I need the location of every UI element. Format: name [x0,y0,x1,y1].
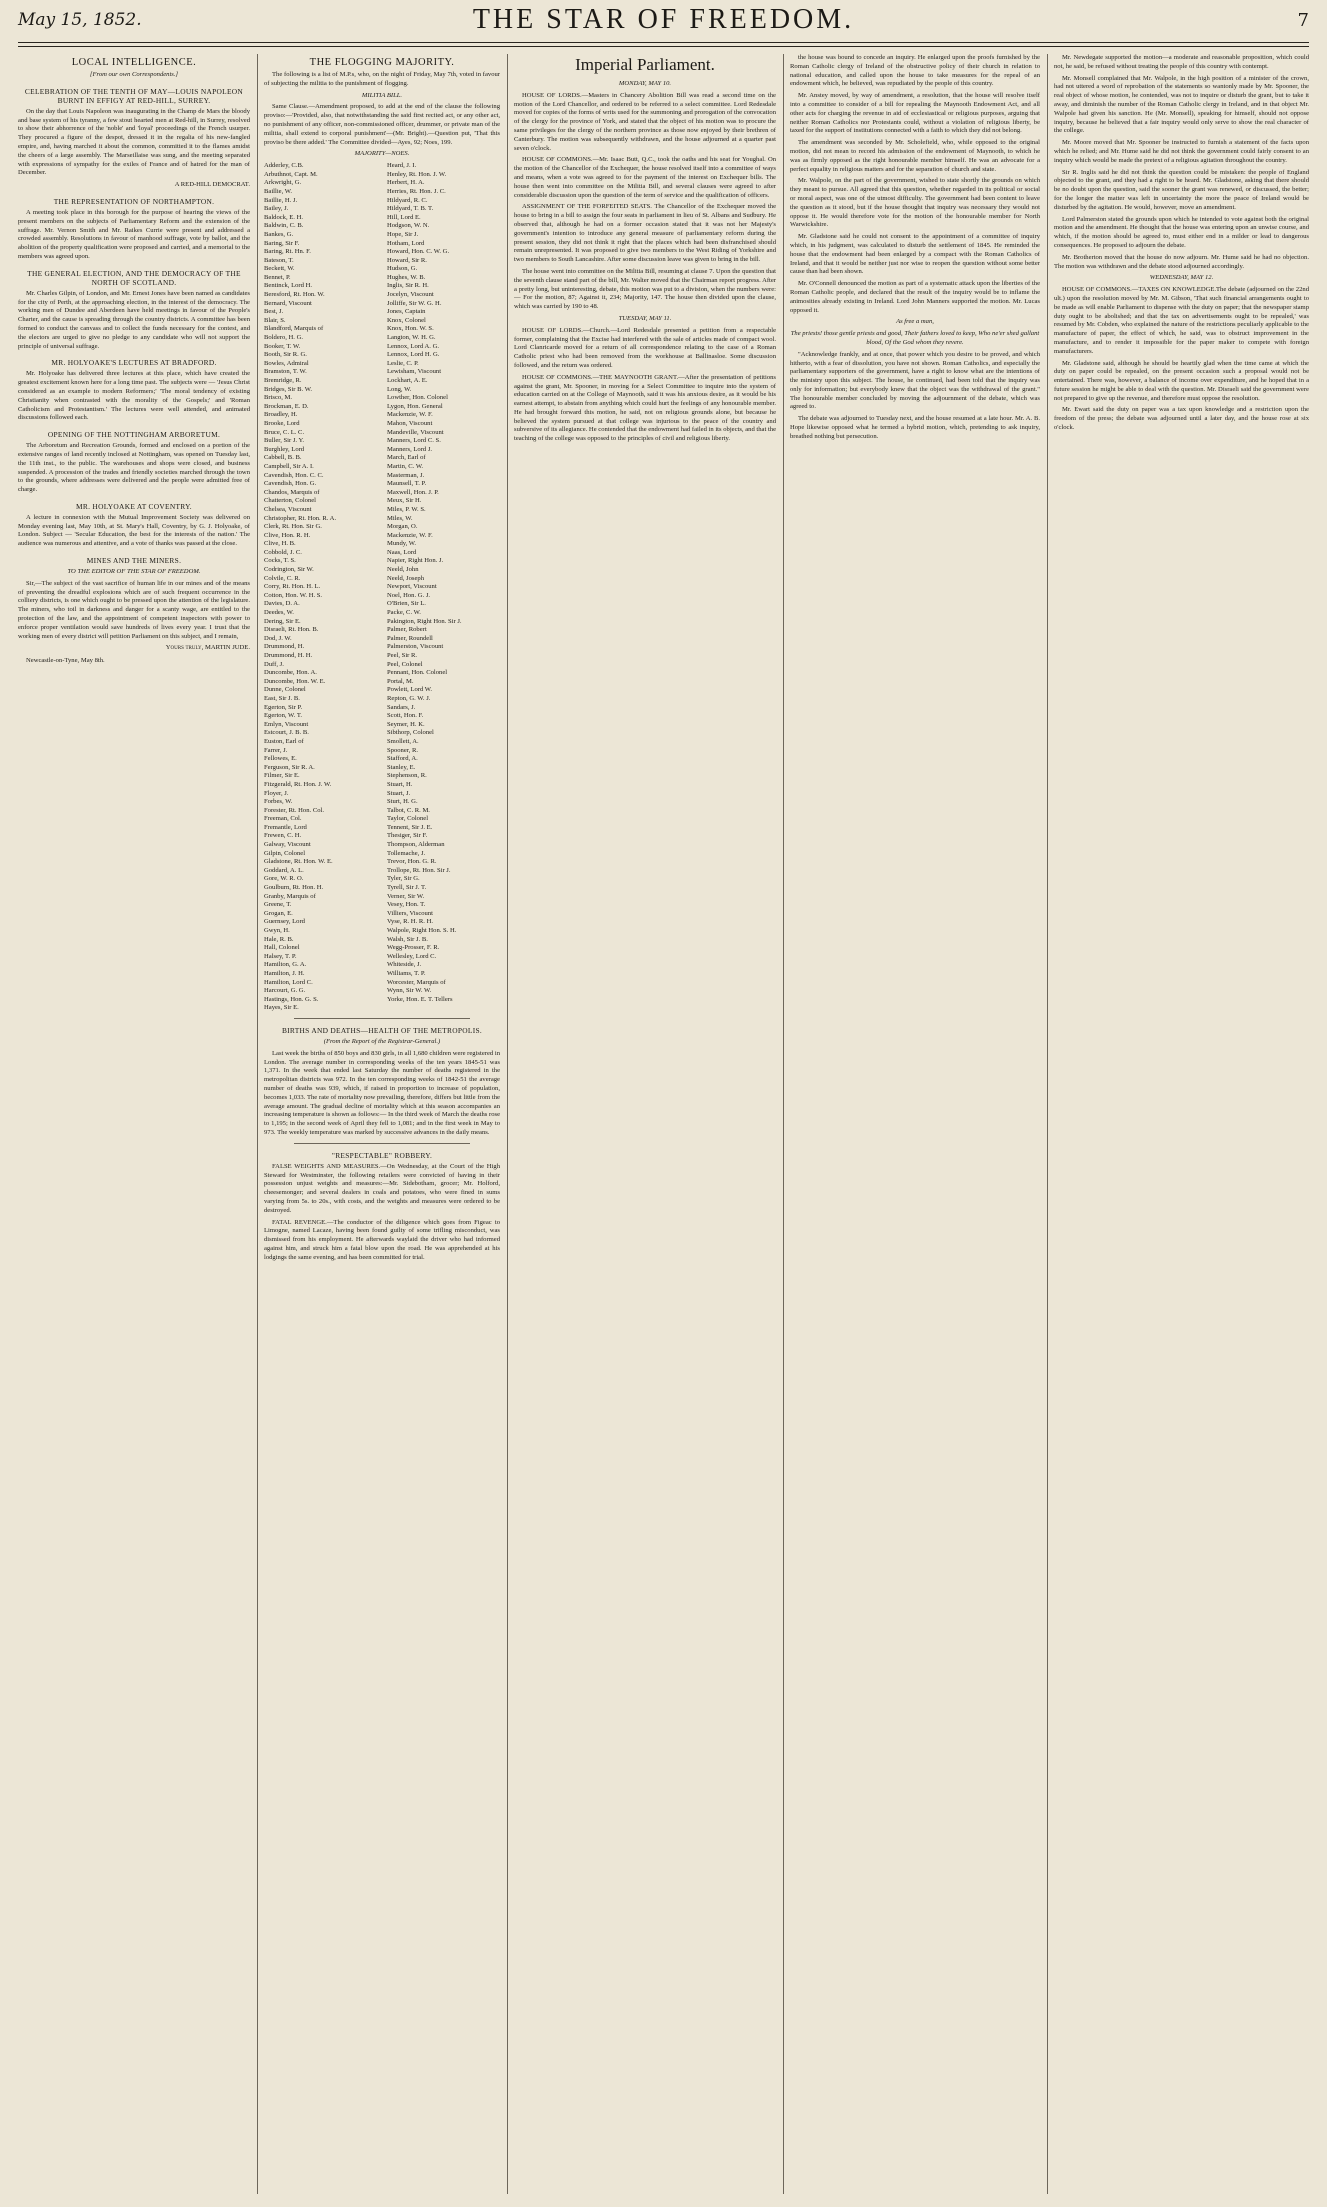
member-name: Broadley, H. [264,411,298,419]
member-name: Wynn, Sir W. W. [387,987,432,995]
member-name: Chelsea, Viscount [264,505,312,513]
member-name: Campbell, Sir A. I. [264,462,314,470]
member-name: March, Earl of [387,454,426,462]
member-name: Brockman, E. D. [264,402,309,410]
article-body: FALSE WEIGHTS AND MEASURES.—On Wednesday, at the Court of the High Steward for Westminster, the following retailers were convicted of having in their possession unjust weights and measures:—Mr. Sidebotham, grocer; Mr. Holford, cheesemonger; and several dealers in coals and potatoes, who were fined in sums varying from 5s. to 20s., with costs, and the weights and measures were ordered to be destroyed. [264,1162,500,1214]
member-name: Cotton, Hon. W. H. S. [264,591,323,599]
member-name: Newport, Viscount [387,583,437,591]
member-name: Lennox, Lord A. G. [387,342,440,350]
member-name: Hamilton, Lord C. [264,978,313,986]
member-name: Miles, P. W. S. [387,505,426,513]
member-name: Halsey, T. P. [264,952,297,960]
member-name: Frewen, C. H. [264,832,302,840]
letter-address: TO THE EDITOR OF THE STAR OF FREEDOM. [67,568,201,576]
article-title: MR. HOLYOAKE AT COVENTRY. [76,501,192,511]
member-name: Mundy, W. [387,540,417,548]
member-name: Sandars, J. [387,703,416,711]
member-name: Lewisham, Viscount [387,368,442,376]
member-name: Farrer, J. [264,746,288,754]
house-text: The debate (adjourned on the 22nd ult.) upon the resolution moved by Mr. M. Gibson, 'That such financial arrangements ought to be made as will enable Parliament to dispense with the duty on paper; that the newspaper stamp duty ought to be abolished; and that the tax on advertisements ought to be repealed,' was resumed by Mr. Cobden, who explained the nature of the restrictions peculiarly applicable to the manufacture of paper, the effect of which, he said, was to obstruct improvement in the manufacture, and to render it impossible for the paper maker to compete with foreign manufacturers. [1054,286,1309,355]
member-name: Clive, Hon. R. H. [264,531,311,539]
section-heading: THE FLOGGING MAJORITY. [309,57,455,68]
member-name: Baring, Rt. Hn. F. [264,248,311,256]
column-rule [257,54,258,2194]
sitting-date: TUESDAY, MAY 11. [618,314,672,322]
member-name: Booker, T. W. [264,342,301,350]
member-name: Cocks, T. S. [264,557,296,565]
member-name: Mackenzie, W. F. [387,531,433,539]
member-name: Gwyn, H. [264,927,290,935]
member-name: Cavendish, Hon. C. C. [264,471,324,479]
member-name: Pennant, Hon. Colonel [387,669,448,677]
article-title: THE GENERAL ELECTION, AND THE DEMOCRACY OF THE NORTH OF SCOTLAND. [27,268,241,287]
article-body: Mr. Gladstone said he could not consent to the appointment of a committee of inquiry which, in his judgment, was calculated to disturb the settlement of 1845. He reminded the house that the endowment had been enlarged by a compact with the Roman Catholics of Ireland, and that it would be neither just nor wise to reopen the question without some better cause than had been shown. [790,233,1040,276]
article-body: A meeting took place in this borough for the purpose of hearing the views of the present members on the subjects of Parliamentary Reform and the extension of the suffrage. Mr. Vernon Smith and Mr. Raikes Currie were present and addressed a crowded assembly. Resolutions in favour of manhood suffrage, vote by ballot, and the abolition of the property qualification were proposed and carried, and a memorial to the members was agreed upon. [18,208,250,260]
article-body: Mr. O'Connell denounced the motion as part of a systematic attack upon the liberties of the Roman Catholic people, and declared that the result of the inquiry would be to inflame the animosities already existing in Ireland. Lord John Manners supported the motion. Mr. Lucas opposed it. [790,280,1040,314]
member-name: Bernard, Viscount [264,299,312,307]
divider [294,1018,470,1019]
member-name: Chandos, Marquis of [264,488,320,496]
member-name: Freeman, Col. [264,815,302,823]
member-name: Floyer, J. [264,789,289,797]
member-name: Bremridge, R. [264,377,302,385]
member-name: Palmerston, Viscount [387,643,444,651]
member-name: Hamilton, J. H. [264,969,305,977]
article-title: OPENING OF THE NOTTINGHAM ARBORETUM. [47,430,221,440]
member-name: Arbuthnot, Capt. M. [264,170,318,178]
member-name: Talbot, C. R. M. [387,806,430,814]
article-body: "Acknowledge frankly, and at once, that power which you desire to be proved, and which hitherto, with a fear of dissolution, you have not shown. Roman Catholics, and especially the parliamentary supporters of the government, have a right to know what are the intentions of the ministry upon this subject. The house, he continued, had been told that the inquiry was only for information; but everybody knew that the object was the withdrawal of the grant." The honourable member concluded by moving the adjournment of the debate, which was agreed to. [790,350,1040,411]
member-name: Hill, Lord E. [387,213,421,221]
member-name: Repton, G. W. J. [387,694,431,702]
article-body: On the day that Louis Napoleon was inaugurating in the Champ de Mars the bloody and base system of his tyranny, a few stout hearted men at Red-hill, in Surrey, resolved to show their abhorrence of the 'noble' and 'loyal' proceedings of the French usurper. They procured a figure of the despot, dressed it in the regalia of his new-fangled empire, and, having marched it about the common, committed it to the flames amidst the cheers of a large assembly. The Marseillaise was sung, and the meeting separated with expressions of sympathy for the exiles of France and of hatred for the man of December. [18,107,250,177]
article-body [514,92,776,154]
member-name: Corry, Rt. Hon. H. L. [264,583,321,591]
member-name: Spooner, R. [387,746,419,754]
column-flogging-majority [264,54,500,2194]
member-name: Manners, Lord J. [387,445,433,453]
member-name: Baring, Sir F. [264,239,300,247]
member-name: Packe, C. W. [387,609,421,617]
article-body: The following is a list of M.P.s, who, on the night of Friday, May 7th, voted in favour of subjecting the militia to the punishment of flogging. [264,71,500,87]
member-name: Gilpin, Colonel [264,849,306,857]
column-rule [1047,54,1048,2194]
member-name: Cavendish, Hon. G. [264,480,317,488]
member-name: Walsh, Sir J. B. [387,935,428,943]
member-name: Howard, Hon. C. W. G. [387,248,450,256]
member-name: East, Sir J. B. [264,694,300,702]
member-name: Neeld, Joseph [387,574,424,582]
member-name: O'Brien, Sir L. [387,600,426,608]
member-name: Stanley, E. [387,763,416,771]
member-name: Trevor, Hon. G. R. [387,858,437,866]
member-name: Leslie, C. P. [387,359,419,367]
article-title: BIRTHS AND DEATHS—HEALTH OF THE METROPOLIS. [281,1025,483,1035]
house-label: HOUSE OF COMMONS.—TAXES ON KNOWLEDGE. [1062,286,1217,294]
member-name: Best, J. [264,308,284,316]
member-name: Emlyn, Viscount [264,720,309,728]
member-name: Peel, Sir R. [387,652,418,660]
member-name: Chatterton, Colonel [264,497,317,505]
article-body [1054,286,1309,356]
article-body: The Arboretum and Recreation Grounds, formed and enclosed on a portion of the extensive ranges of land recently inclosed at Nottingham, was opened on Tuesday last, the 11th inst., to the public. The warehouses and shops were closed, and business suspended. A procession of the trades and friendly societies marched through the town to the grounds, where addresses were delivered and the people were admitted free of charge. [18,442,250,494]
member-name: Tyler, Sir G. [387,875,420,883]
division-list [264,162,500,1013]
article-body: A lecture in connexion with the Mutual Improvement Society was delivered on Monday evening last, May 10th, at St. Mary's Hall, Coventry, by G. J. Holyoake, of London. Subject — 'Secular Education, the best for the interests of the nation.' The audience was numerous and attentive, and a vote of thanks was passed at the close. [18,513,250,548]
member-name: Manners, Lord C. S. [387,437,441,445]
article-body: Mr. Anstey moved, by way of amendment, a resolution, that the house will resolve itself into a committee to consider of a bill for repealing the Maynooth Endowment Act, and all other acts for charging the revenue in aid of ecclesiastical or religious purposes, arguing that neither Roman Catholics nor Protestants could, without a violation of religious liberty, be taxed for the support of institutions connected with a faith to which they did not belong. [790,92,1040,135]
column-local-intelligence [18,54,250,2194]
article-body [514,327,776,371]
house-text: —After the presentation of petitions against the grant, Mr. Spooner, in moving for a Select Committee to inquire into the system of education carried on at the College of Maynooth, said it was his anxious desire, as it would be his earnest attempt, to abstain from anything which could hurt the feelings of any honourable member. He had brought forward this motion, he said, not on religious grounds alone, but because he believed the system pursued at that college was injurious to the peace of the country and subversive of its allegiance. He contended that the endowment had failed in its objects, and that the teaching of the college was opposed to the principles of civil and religious liberty. [514,373,776,443]
member-name: Cabbell, B. B. [264,454,302,462]
article-body: Mr. Walpole, on the part of the government, wished to state shortly the grounds on which they meant to pursue. All agreed that this question, whether regarded in its political or social or moral aspect, was one of the utmost difficulty. The government had been content to leave the question as it stood, but if the house thought that inquiry was necessary they would not oppose it. He would therefore vote for the motion of the honourable member for North Warwickshire. [790,177,1040,229]
member-name: Herbert, H. A. [387,179,425,187]
member-name: Hildyard, R. C. [387,196,428,204]
member-name: Miles, W. [387,514,413,522]
member-name: Greene, T. [264,901,292,909]
member-name: Whiteside, J. [387,961,422,969]
article-source: (From the Report of the Registrar-General.) [323,1037,441,1045]
column-maynooth-debate [790,54,1040,2194]
member-name: Baillie, W. [264,187,293,195]
member-name: Baldock, E. H. [264,213,304,221]
member-name: Palmer, Roundell [387,634,433,642]
member-name: Tollemache, J. [387,849,426,857]
article-body: Mr. Gladstone said, although he should be heartily glad when the time came at which the duty on paper could be repealed, on the present occasion such a proposal would not be entertained. There was, however, a balance of income over expenditure, and he hoped that in a future session he might be able to deal with the question. Mr. Disraeli said the government were not prepared to give up the revenue, and therefore must oppose the resolution. [1054,359,1309,402]
member-name: Knox, Colonel [387,316,426,324]
member-name: Tyrell, Sir J. T. [387,884,427,892]
house-label: HOUSE OF COMMONS.—THE MAYNOOTH GRANT. [522,373,679,381]
house-label: HOUSE OF LORDS. [522,91,582,99]
member-name: Howard, Sir R. [387,256,427,264]
house-text: —Masters in Chancery Abolition Bill was read a second time on the motion of the Lord Chancellor, and ordered to be referred to a select committee. Lord Redesdale moved for copies of the forms of writs used for the summoning and prorogation of the convocation of the clergy for the province of York, and stated that the object of his motion was to procure the same privileges for the clergy of the northern province as those now enjoyed by their brethren of Canterbury. The motion was subsequently withdrawn, and the house adjourned at a quarter past seven o'clock. [514,91,776,152]
subject-label: ASSIGNMENT OF THE FORFEITED SEATS. [522,203,652,211]
article-body: Sir,—The subject of the vast sacrifice of human life in our mines and of the means of preventing the dreadful explosions which are of such frequent occurrence in the colliery districts, is one which ought to be pressed upon the attention of the legislature. The miners, who toil in darkness and danger for a scanty wage, are entitled to the protection of the law, and the appointment of competent inspectors with power to enforce proper ventilation would save hundreds of lives every year. I trust that the working men of every district will petition Parliament on this subject, and I remain, [18,579,250,640]
letter-place: Newcastle-on-Tyne, May 8th. [26,657,105,665]
member-name: Fitzgerald, Rt. Hon. J. W. [264,780,332,788]
member-name: Clerk, Rt. Hon. Sir G. [264,523,322,531]
article-body: The debate was adjourned to Tuesday next, and the house resumed at a late hour. Mr. A. B. Hope likewise opposed what he termed a hybrid motion, which, pretending to ask inquiry, breathed nothing but persecution. [790,415,1040,440]
member-name: Sibthorp, Colonel [387,729,434,737]
member-name: Disraeli, Rt. Hon. B. [264,626,319,634]
member-name: Taylor, Colonel [387,815,429,823]
article-title: "RESPECTABLE" ROBBERY. [331,1150,433,1160]
member-name: Thesiger, Sir F. [387,832,428,840]
member-name: Hall, Colonel [264,944,300,952]
member-name: Dunne, Colonel [264,686,306,694]
member-name: Brooke, Lord [264,419,300,427]
newspaper-title: THE STAR OF FREEDOM. [472,4,855,35]
member-name: Drummond, H. H. [264,652,313,660]
member-name: Vyse, R. H. R. H. [387,918,433,926]
division-list-right [387,162,500,1013]
member-name: Hudson, G. [387,265,418,273]
column-rule [783,54,784,2194]
member-name: Lygon, Hon. General [387,402,443,410]
member-name: Estcourt, J. B. B. [264,729,309,737]
article-body [514,156,776,200]
member-name: Duncombe, Hon. A. [264,669,317,677]
member-name: Mahon, Viscount [387,419,433,427]
member-name: Hughes, W. B. [387,273,426,281]
sitting-date: MONDAY, MAY 10. [618,80,672,87]
member-name: Forbes, W. [264,798,293,806]
member-name: Jolliffe, Sir W. G. H. [387,299,442,307]
subject-text: The Chancellor of the Exchequer moved the house to bring in a bill to assign the four seats in parliament in lieu of St. Albans and Sudbury. He observed that, although he had on a former occasion stated that it was not her Majesty's government's intention to introduce any general measure of parliamentary reform during the present session, they did not think it right that the places which had been disfranchised should remain unrepresented. It was proposed to give two members to the West Riding of Yorkshire and two members to South Lancashire. After some discussion leave was given to bring in the bill. [514,203,776,264]
member-name: Egerton, W. T. [264,712,303,720]
member-name: Lennox, Lord H. G. [387,351,440,359]
majority-heading: MAJORITY—NOES. [354,150,410,158]
article-signature: Yours truly, MARTIN JUDE. [165,644,250,652]
verse: The priests! those gentle priests and good, Their fathers loved to keep, Who ne'er shed gallant blood, Of the God whom they revere. [790,330,1040,346]
column-imperial-parliament [514,54,776,2194]
member-name: Portal, M. [387,677,414,685]
member-name: Jones, Captain [387,308,426,316]
member-name: Hodgson, W. N. [387,222,430,230]
member-name: Egerton, Sir P. [264,703,303,711]
member-name: Beresford, Rt. Hon. W. [264,291,325,299]
member-name: Pakington, Right Hon. Sir J. [387,617,462,625]
member-name: Hastings, Hon. G. S. [264,995,319,1003]
article-title: CELEBRATION OF THE TENTH OF MAY—LOUIS NAPOLEON BURNT IN EFFIGY AT RED-HILL, SURREY. [24,86,244,105]
credit-line: [From our own Correspondents.] [89,71,179,78]
member-name: Cobbold, J. C. [264,548,302,556]
member-name: Morgan, O. [387,523,418,531]
member-name: Baldwin, C. B. [264,222,304,230]
article-body: Mr. Charles Gilpin, of London, and Mr. Ernest Jones have been named as candidates for the city of Perth, at the approaching election, in the interest of the democracy. The working men of Dundee and Aberdeen have held meetings in favour of the People's Charter, and the cause is spreading through the country districts. A committee has been formed to conduct the canvass and to collect the funds necessary for the contest, and the electors are urged to give no pledge to any candidate who will not support the principle of universal suffrage. [18,289,250,350]
article-title: MR. HOLYOAKE'S LECTURES AT BRADFORD. [51,358,217,368]
member-name: Codrington, Sir W. [264,566,314,574]
article-body: The amendment was seconded by Mr. Scholefield, who, while opposed to the original motion, did not mean to record his admission of the endowment of Maynooth, to which he was as firmly opposed as the right honourable member himself. He was an advocate for a perfect equality in religious matters and for the separation of church and state. [790,139,1040,173]
verse-lead: As free a man, [896,318,934,326]
member-name: Grogan, E. [264,909,293,917]
member-name: Booth, Sir R. G. [264,351,307,359]
member-name: Langton, W. H. G. [387,334,436,342]
member-name: Noel, Hon. G. J. [387,591,431,599]
member-name: Hamilton, G. A. [264,961,307,969]
member-name: Hotham, Lord [387,239,425,247]
member-name: Thompson, Alderman [387,841,445,849]
member-name: Jocelyn, Viscount [387,291,434,299]
member-name: Brisco, M. [264,394,293,402]
member-name: Wellesley, Lord C. [387,952,437,960]
member-name: Bowles, Admiral [264,359,309,367]
member-name: Beckett, W. [264,265,295,273]
article-body: Mr. Monsell complained that Mr. Walpole, in the high position of a minister of the crown, had not uttered a word of reprobation of the statements so wantonly made by Mr. Spooner, the real object of whose motion, he contended, was not to inquire or disturb the grant, but to take it away, and diminish the number of the Roman Catholic clergy in Ireland, and in that object Mr. Walpole had given his sanction. He (Mr. Monsell), speaking for himself, should not oppose inquiry, because he believed that a fair inquiry would only serve to show the real character of the college. [1054,74,1309,135]
member-name: Duff, J. [264,660,284,668]
member-name: Christopher, Rt. Hon. R. A. [264,514,337,522]
article-body: Same Clause.—Amendment proposed, to add at the end of the clause the following proviso:—'Provided, also, that notwithstanding the said first recited act, or any other act, no punishment of any officer, non-commissioned officer, drummer, or private man of the militia, shall extend to corporal punishment'—(Mr. Bright).—Question put, 'That this proviso be there added.' The Committee divided—Ayes, 92; Noes, 199. [264,103,500,146]
member-name: Fremantle, Lord [264,823,307,831]
member-name: Walpole, Right Hon. S. H. [387,927,457,935]
member-name: Powlett, Lord W. [387,686,433,694]
member-name: Seymer, H. K. [387,720,425,728]
member-name: Goddard, A. L. [264,866,304,874]
member-name: Maunsell, T. P. [387,480,427,488]
article-body: Mr. Newdegate supported the motion—a moderate and reasonable proposition, which could not, he said, be refused without treating the people of this country with contempt. [1054,54,1309,70]
member-name: Davies, D. A. [264,600,300,608]
member-name: Hope, Sir J. [387,230,419,238]
member-name: Baillie, H. J. [264,196,298,204]
member-name: Bankes, G. [264,230,294,238]
member-name: Buller, Sir J. Y. [264,437,305,445]
article-body: Mr. Ewart said the duty on paper was a tax upon knowledge and a restriction upon the freedom of the press; the debate was adjourned until a later day, and the house rose at six o'clock. [1054,406,1309,432]
member-name: Adderley, C.B. [264,162,304,170]
masthead-rule-lower [18,46,1309,47]
member-name: Bramston, T. W. [264,368,307,376]
member-name: Arkwright, G. [264,179,302,187]
member-name: Worcester, Marquis of [387,978,446,986]
member-name: Mandeville, Viscount [387,428,444,436]
bill-name: MILITIA BILL. [361,91,403,99]
member-name: Forester, Rt. Hon. Col. [264,806,324,814]
article-body: FATAL REVENGE.—The conductor of the diligence which goes from Figeac to Limogne, named Lacaze, having been found guilty of some trifling misconduct, was dismissed from his employment. He afterwards waylaid the driver who had informed against him, and struck him a fatal blow upon the road. He was apprehended at his lodgings the same evening, and has been committed for trial. [264,1218,500,1261]
member-name: Guernsey, Lord [264,918,305,926]
house-text: —Church.—Lord Redesdale presented a petition from a respectable former, complaining that the Excise had interfered with the sale of articles made of compact wool. Lord Clanricarde moved for a return of all correspondence relating to the case of a Roman Catholic priest who had been removed from the workhouse at Ballinasloe. Some discussion followed, and the return was ordered. [514,326,776,369]
member-name: Gladstone, Rt. Hon. W. E. [264,858,333,866]
section-heading: Imperial Parliament. [575,55,715,74]
member-name: Boldero, H. G. [264,334,304,342]
member-name: Palmer, Robert [387,626,427,634]
member-name: Smollett, A. [387,737,419,745]
member-name: Meux, Sir H. [387,497,422,505]
article-signature: A RED-HILL DEMOCRAT. [174,181,250,189]
article-body [514,374,776,444]
member-name: Hale, R. B. [264,935,294,943]
article-title: MINES AND THE MINERS. [86,556,182,566]
house-text: —Mr. Isaac Butt, Q.C., took the oaths and his seat for Youghal. On the motion of the Chancellor of the Exchequer, the house resolved itself into a committee of ways and means, when a vote was agreed to for the payment of the interest on Exchequer bills. The house then went into committee on the Militia Bill, and several clauses were agreed to after considerable discussion upon the question of the term of service and the qualification of officers. [514,156,776,199]
article-body: The house went into committee on the Militia Bill, resuming at clause 7. Upon the question that the seventh clause stand part of the bill, Mr. Walter moved that the Chairman report progress. After a pretty long, but uninteresting, debate, this motion was put to a division, when the numbers were:— For the motion, 87; Against it, 234; Majority, 147. The house then divided upon the clause, which was carried by 190 to 48. [514,267,776,311]
member-name: Vesey, Hon. T. [387,901,426,909]
article-body: Lord Palmerston stated the grounds upon which he intended to vote against both the original motion and the amendment. He thought that the house was entering upon an unwise course, and which, if the motion should be agreed to, must either end in a milder or lead to dangerous consequences. He proposed to adjourn the debate. [1054,215,1309,249]
article-body: Mr. Holyoake has delivered three lectures at this place, which have created the greatest excitement known here for a long time past. The subjects were — 'Jesus Christ considered as an example to modern Reformers;' 'The moral tendency of existing Christianity when contrasted with the morality of the Gospels;' and 'Roman Catholicism and Protestantism.' The lectures were well attended, and animated discussions followed each. [18,370,250,422]
article-body: Mr. Moore moved that Mr. Spooner be instructed to furnish a statement of the facts upon which he relied; and Mr. Hume said he did not think the government could fairly consent to an inquiry which would be made the pretext of a religious agitation throughout the country. [1054,139,1309,164]
member-name: Stephenson, R. [387,772,427,780]
member-name: Masterman, J. [387,471,425,479]
member-name: Goulburn, Rt. Hon. H. [264,884,324,892]
member-name: Wegg-Prosser, F. R. [387,944,440,952]
masthead [18,4,1309,38]
member-name: Bruce, C. L. C. [264,428,305,436]
member-name: Granby, Marquis of [264,892,316,900]
member-name: Drummond, H. [264,643,305,651]
member-name: Bailey, J. [264,205,289,213]
member-name: Naas, Lord [387,548,417,556]
member-name: Tennent, Sir J. E. [387,823,433,831]
article-body [514,203,776,265]
member-name: Blandford, Marquis of [264,325,324,333]
member-name: Bridges, Sir B. W. [264,385,312,393]
member-name: Henley, Rt. Hon. J. W. [387,170,447,178]
member-name: Hayes, Sir E. [264,1004,299,1012]
member-name: Deedes, W. [264,609,294,617]
member-name: Stafford, A. [387,755,418,763]
member-name: Martin, C. W. [387,462,424,470]
member-name: Herries, Rt. Hon. J. C. [387,187,446,195]
member-name: Stuart, H. [387,780,413,788]
member-name: Yorke, Hon. E. T. Tellers [387,995,453,1003]
issue-date: May 15, 1852. [18,10,142,30]
member-name: Maxwell, Hon. J. P. [387,488,439,496]
member-name: Dod, J. W. [264,634,292,642]
member-name: Gore, W. R. O. [264,875,304,883]
member-name: Dering, Sir E. [264,617,301,625]
member-name: Ferguson, Sir R. A. [264,763,315,771]
member-name: Harcourt, G. G. [264,987,306,995]
member-name: Knox, Hon. W. S. [387,325,434,333]
member-name: Euston, Earl of [264,737,304,745]
masthead-rule [18,42,1309,43]
member-name: Sturt, H. G. [387,798,418,806]
member-name: Blair, S. [264,316,286,324]
article-body: Last week the births of 850 boys and 830 girls, in all 1,680 children were registered in London. The average number in corresponding weeks of the ten years 1845-51 was 1,371. In the week that ended last Saturday the number of deaths registered in the metropolitan districts was 972. In the ten corresponding weeks of 1842-51 the average number of deaths was 939, which, if raised in proportion to increase of population, becomes 1,033. The rate of mortality now prevailing, therefore, differs but little from the average amount. The gradual decline of mortality which at this season accompanies an increasing temperature is shown as follows:— In the third week of March the deaths rose to 1,195; in the second week of April they fell to 1,081; and in the first week in May to 973. The weekly temperature was marked by successive advances in the daily means. [264,1049,500,1136]
member-name: Stuart, J. [387,789,411,797]
member-name: Scott, Hon. F. [387,712,424,720]
member-name: Fellowes, E. [264,755,297,763]
member-name: Colvile, C. R. [264,574,301,582]
article-body: the house was bound to concede an inquiry. He enlarged upon the proofs furnished by the Roman Catholic clergy of Ireland of the obstructive policy of their church in relation to national education, and called upon the house to take measures for the repeal of an endowment which, he believed, was repudiated by the people of this country. [790,54,1040,88]
member-name: Lockhart, A. E. [387,377,428,385]
member-name: Hildyard, T. B. T. [387,205,434,213]
member-name: Duncombe, Hon. W. E. [264,677,326,685]
section-heading: LOCAL INTELLIGENCE. [71,57,197,68]
member-name: Long, W. [387,385,412,393]
sitting-date: WEDNESDAY, MAY 12. [1149,274,1214,282]
member-name: Burghley, Lord [264,445,305,453]
member-name: Bentinck, Lord H. [264,282,312,290]
member-name: Inglis, Sir R. H. [387,282,429,290]
member-name: Trollope, Rt. Hon. Sir J. [387,866,451,874]
member-name: Villiers, Viscount [387,909,433,917]
member-name: Lowther, Hon. Colonel [387,394,448,402]
member-name: Mackenzie, W. F. [387,411,433,419]
member-name: Galway, Viscount [264,841,311,849]
column-rule [507,54,508,2194]
house-label: HOUSE OF LORDS. [522,326,583,334]
member-name: Filmer, Sir E. [264,772,300,780]
article-body: Mr. Brotherton moved that the house do now adjourn. Mr. Hume said he had no objection. The motion was withdrawn and the debate stood adjourned accordingly. [1054,253,1309,270]
member-name: Peel, Colonel [387,660,423,668]
member-name: Clive, H. B. [264,540,296,548]
divider [294,1143,470,1144]
member-name: Neeld, John [387,566,419,574]
division-list-left [264,162,377,1013]
member-name: Williams, T. P. [387,969,426,977]
member-name: Heard, J. I. [387,162,417,170]
column-parliament-continued [1054,54,1309,2194]
member-name: Napier, Right Hon. J. [387,557,444,565]
member-name: Bateson, T. [264,256,294,264]
page-number: 7 [1297,10,1309,31]
member-name: Bennet, P. [264,273,291,281]
article-title: THE REPRESENTATION OF NORTHAMPTON. [53,196,215,206]
house-label: HOUSE OF COMMONS. [522,156,593,164]
member-name: Verner, Sir W. [387,892,425,900]
article-body: Sir R. Inglis said he did not think the question could be mistaken: the people of England objected to the grant, and they had a right to be heard. Mr. Gladstone, asking that there should be no doubt upon the question, said the sooner the grant was renewed, or discussed, the better; for the longer the matter was left in uncertainty the more the peace of Ireland would be disturbed by the agitation. He would, however, move an amendment. [1054,168,1309,211]
